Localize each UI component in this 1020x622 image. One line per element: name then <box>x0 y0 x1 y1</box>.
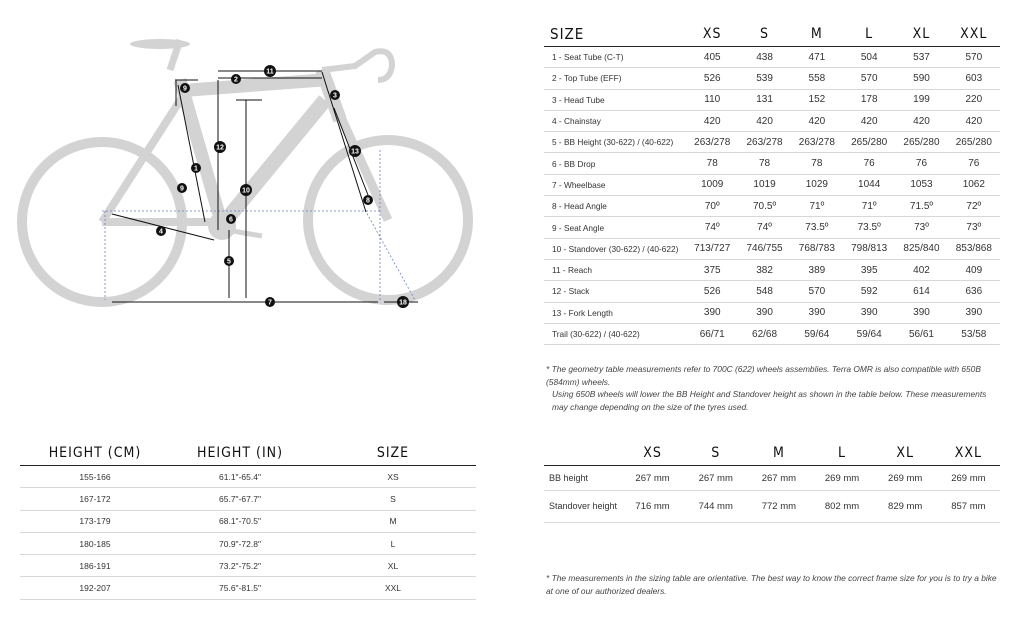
cell: 65.7"-67.7" <box>170 488 310 510</box>
cell: 73º <box>895 217 947 238</box>
cell: 78 <box>686 153 738 174</box>
cell: 263/278 <box>686 132 738 153</box>
cell: 526 <box>686 68 738 89</box>
cell: 772 mm <box>747 491 810 523</box>
row-label: 13 - Fork Length <box>544 302 686 323</box>
table-row <box>544 491 1000 523</box>
svg-text:7: 7 <box>268 299 272 307</box>
size-col-s: S <box>738 22 790 47</box>
cell: 390 <box>738 302 790 323</box>
cell: 263/278 <box>738 132 790 153</box>
cell: 1062 <box>948 174 1000 195</box>
badge-1 <box>191 163 201 173</box>
size-col-xxl: XXL <box>948 22 1000 47</box>
sizing-footnote-text: * The measurements in the sizing table are orientative. The best way to know the correct frame size for you is to try a bike at one of our authorized dealers. <box>546 573 997 596</box>
badge-4 <box>156 226 166 236</box>
size-col-s: S <box>684 441 747 466</box>
cell: 420 <box>686 110 738 131</box>
cell: 73.5º <box>791 217 843 238</box>
table-row <box>544 153 1000 174</box>
table-row <box>544 132 1000 153</box>
cell: L <box>310 532 476 554</box>
cell: 420 <box>791 110 843 131</box>
cell: 636 <box>948 281 1000 302</box>
table-row <box>544 110 1000 131</box>
row-label: 9 - Seat Angle <box>544 217 686 238</box>
svg-text:6: 6 <box>229 216 233 224</box>
cell: 857 mm <box>937 491 1000 523</box>
cell: 155-166 <box>20 466 170 488</box>
badge-10 <box>240 184 252 196</box>
table-row <box>20 466 476 488</box>
cell: 438 <box>738 47 790 68</box>
svg-text:18: 18 <box>399 299 407 307</box>
cell: 570 <box>948 47 1000 68</box>
cell: 66/71 <box>686 323 738 344</box>
cell: 59/64 <box>791 323 843 344</box>
height-cm-header: HEIGHT (CM) <box>20 441 170 466</box>
size-col-xl: XL <box>895 22 947 47</box>
cell: 375 <box>686 259 738 280</box>
svg-text:9: 9 <box>180 185 184 193</box>
cell: M <box>310 510 476 532</box>
table-row <box>544 259 1000 280</box>
cell: 78 <box>738 153 790 174</box>
cell: 390 <box>895 302 947 323</box>
cell: 1009 <box>686 174 738 195</box>
cell: 390 <box>791 302 843 323</box>
cell: 420 <box>738 110 790 131</box>
table-row <box>544 217 1000 238</box>
size-col-xs: XS <box>686 22 738 47</box>
cell: 61.1"-65.4" <box>170 466 310 488</box>
size-col-l: L <box>843 22 895 47</box>
cell: 269 mm <box>937 466 1000 491</box>
cell: 62/68 <box>738 323 790 344</box>
cell: 71º <box>843 196 895 217</box>
cell: 110 <box>686 89 738 110</box>
geometry-footnote <box>546 363 1000 413</box>
svg-text:2: 2 <box>234 76 238 84</box>
table-row <box>544 47 1000 68</box>
table-row <box>544 68 1000 89</box>
cell: 267 mm <box>621 466 684 491</box>
wheel-650b-table <box>544 441 1000 523</box>
svg-text:8: 8 <box>366 197 370 205</box>
cell: 73.2"-75.2" <box>170 555 310 577</box>
cell: 152 <box>791 89 843 110</box>
cell: 409 <box>948 259 1000 280</box>
size-col-m: M <box>747 441 810 466</box>
cell: 548 <box>738 281 790 302</box>
cell: 1029 <box>791 174 843 195</box>
cell: 59/64 <box>843 323 895 344</box>
cell: 72º <box>948 196 1000 217</box>
cell: 716 mm <box>621 491 684 523</box>
cell: 402 <box>895 259 947 280</box>
badge-9-lower <box>177 183 187 193</box>
cell: 825/840 <box>895 238 947 259</box>
footnote-line-1: * The geometry table measurements refer to 700C (622) wheels assemblies. Terra OMR is also compatible with 650B (584mm) wheels. <box>546 364 981 387</box>
table-row <box>544 174 1000 195</box>
sizing-table <box>20 441 476 600</box>
cell: 131 <box>738 89 790 110</box>
table-row <box>544 238 1000 259</box>
wheel-header-row <box>544 441 1000 466</box>
size-col-xs: XS <box>621 441 684 466</box>
cell: 73.5º <box>843 217 895 238</box>
size-col-l: L <box>810 441 873 466</box>
cell: 389 <box>791 259 843 280</box>
badge-2 <box>231 74 241 84</box>
svg-text:1: 1 <box>194 165 198 173</box>
cell: 1044 <box>843 174 895 195</box>
cell: 186-191 <box>20 555 170 577</box>
sizing-footnote <box>546 572 1000 597</box>
height-in-header: HEIGHT (IN) <box>170 441 310 466</box>
sizing-header-row <box>20 441 476 466</box>
row-label: 11 - Reach <box>544 259 686 280</box>
cell: 269 mm <box>810 466 873 491</box>
cell: 539 <box>738 68 790 89</box>
badge-13 <box>349 145 361 157</box>
cell: 269 mm <box>874 466 937 491</box>
cell: 603 <box>948 68 1000 89</box>
row-label: 4 - Chainstay <box>544 110 686 131</box>
cell: 265/280 <box>895 132 947 153</box>
cell: 1053 <box>895 174 947 195</box>
table-row <box>544 302 1000 323</box>
row-label: 12 - Stack <box>544 281 686 302</box>
cell: 504 <box>843 47 895 68</box>
cell: 526 <box>686 281 738 302</box>
cell: 180-185 <box>20 532 170 554</box>
cell: 173-179 <box>20 510 170 532</box>
svg-text:10: 10 <box>242 187 250 195</box>
blank-header <box>544 441 621 466</box>
footnote-line-2: Using 650B wheels will lower the BB Height and Standover height as shown in the table below. These measurements may change depending on the size of the tyres used. <box>552 389 987 412</box>
badge-18 <box>397 296 409 308</box>
table-row <box>544 281 1000 302</box>
cell: 167-172 <box>20 488 170 510</box>
size-col-xl: XL <box>874 441 937 466</box>
badge-12 <box>214 141 226 153</box>
cell: 1019 <box>738 174 790 195</box>
cell: 192-207 <box>20 577 170 599</box>
saddle <box>130 39 190 49</box>
cell: 592 <box>843 281 895 302</box>
cell: 74º <box>686 217 738 238</box>
geometry-table <box>544 22 1000 345</box>
cell: 53/58 <box>948 323 1000 344</box>
badge-5 <box>224 256 234 266</box>
cell: 76 <box>895 153 947 174</box>
cell: 76 <box>948 153 1000 174</box>
cell: 70º <box>686 196 738 217</box>
row-label: 2 - Top Tube (EFF) <box>544 68 686 89</box>
cell: 558 <box>791 68 843 89</box>
row-label: 1 - Seat Tube (C-T) <box>544 47 686 68</box>
geometry-header-row <box>544 22 1000 47</box>
size-col-m: M <box>791 22 843 47</box>
svg-text:5: 5 <box>227 258 231 266</box>
table-row <box>544 196 1000 217</box>
cell: 829 mm <box>874 491 937 523</box>
cell: 746/755 <box>738 238 790 259</box>
table-row <box>544 323 1000 344</box>
table-row <box>544 89 1000 110</box>
svg-text:13: 13 <box>351 148 359 156</box>
badge-8 <box>363 195 373 205</box>
cell: 267 mm <box>747 466 810 491</box>
table-row <box>20 510 476 532</box>
cell: 265/280 <box>843 132 895 153</box>
svg-text:3: 3 <box>333 92 337 100</box>
row-label: 6 - BB Drop <box>544 153 686 174</box>
badge-11 <box>264 65 276 77</box>
table-row <box>544 466 1000 491</box>
badge-6 <box>226 214 236 224</box>
cell: 74º <box>738 217 790 238</box>
cell: 390 <box>686 302 738 323</box>
badge-9-top <box>180 83 190 93</box>
cell: 68.1"-70.5" <box>170 510 310 532</box>
cell: 570 <box>791 281 843 302</box>
cell: 263/278 <box>791 132 843 153</box>
cell: 471 <box>791 47 843 68</box>
cell: 267 mm <box>684 466 747 491</box>
table-row <box>20 577 476 599</box>
cell: XXL <box>310 577 476 599</box>
cell: 570 <box>843 68 895 89</box>
row-label: 7 - Wheelbase <box>544 174 686 195</box>
cell: 71.5º <box>895 196 947 217</box>
row-label: 5 - BB Height (30-622) / (40-622) <box>544 132 686 153</box>
cell: 73º <box>948 217 1000 238</box>
cell: 75.6"-81.5" <box>170 577 310 599</box>
table-row <box>20 488 476 510</box>
cell: 798/813 <box>843 238 895 259</box>
cell: 744 mm <box>684 491 747 523</box>
bike-geometry-diagram <box>0 0 520 340</box>
size-col-xxl: XXL <box>937 441 1000 466</box>
badge-3 <box>330 90 340 100</box>
cell: 405 <box>686 47 738 68</box>
cell: 390 <box>843 302 895 323</box>
cell: 70.9"-72.8" <box>170 532 310 554</box>
cell: 220 <box>948 89 1000 110</box>
cell: 590 <box>895 68 947 89</box>
cell: 265/280 <box>948 132 1000 153</box>
cell: 199 <box>895 89 947 110</box>
svg-text:11: 11 <box>266 68 274 76</box>
row-label: Standover height <box>544 491 621 523</box>
cell: 395 <box>843 259 895 280</box>
cell: XS <box>310 466 476 488</box>
cell: 382 <box>738 259 790 280</box>
row-label: 3 - Head Tube <box>544 89 686 110</box>
row-label: Trail (30-622) / (40-622) <box>544 323 686 344</box>
row-label: BB height <box>544 466 621 491</box>
cell: XL <box>310 555 476 577</box>
cell: 56/61 <box>895 323 947 344</box>
size-header: SIZE <box>544 22 686 47</box>
cell: 768/783 <box>791 238 843 259</box>
cell: S <box>310 488 476 510</box>
size-header: SIZE <box>310 441 476 466</box>
cell: 614 <box>895 281 947 302</box>
svg-text:4: 4 <box>159 228 163 236</box>
table-row <box>20 555 476 577</box>
svg-text:12: 12 <box>216 144 224 152</box>
cell: 420 <box>948 110 1000 131</box>
row-label: 8 - Head Angle <box>544 196 686 217</box>
cell: 420 <box>895 110 947 131</box>
cell: 78 <box>791 153 843 174</box>
cell: 76 <box>843 153 895 174</box>
cell: 70.5º <box>738 196 790 217</box>
cell: 71º <box>791 196 843 217</box>
cell: 713/727 <box>686 238 738 259</box>
row-label: 10 - Standover (30-622) / (40-622) <box>544 238 686 259</box>
badge-7 <box>265 297 275 307</box>
table-row <box>20 532 476 554</box>
cell: 537 <box>895 47 947 68</box>
cell: 853/868 <box>948 238 1000 259</box>
cell: 178 <box>843 89 895 110</box>
cell: 420 <box>843 110 895 131</box>
svg-text:9: 9 <box>183 85 187 93</box>
cell: 390 <box>948 302 1000 323</box>
bike-silhouette <box>22 40 468 302</box>
cell: 802 mm <box>810 491 873 523</box>
